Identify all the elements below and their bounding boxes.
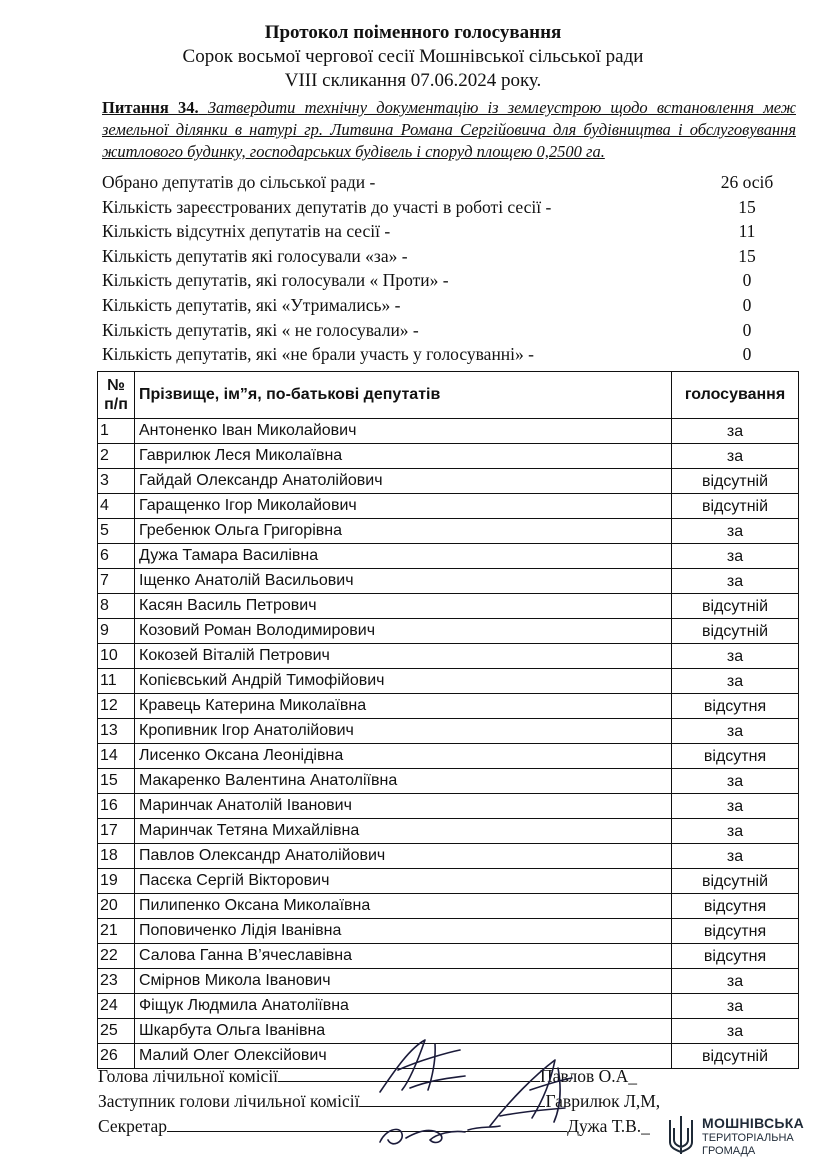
table-row [98, 919, 799, 944]
deputy-number: 1 [98, 419, 135, 444]
column-header-number [98, 372, 135, 419]
deputy-name: Кропивник Ігор Анатолійович [135, 719, 672, 744]
stat-value: 0 [742, 294, 752, 315]
stat-label: Обрано депутатів до сільської ради - [102, 172, 376, 192]
vote-result: за [672, 644, 799, 669]
vote-statistics [102, 170, 802, 367]
stat-row [102, 195, 802, 220]
stat-label: Кількість депутатів, які «Утримались» - [102, 294, 401, 315]
deputy-name: Гаврилюк Л,М, [545, 1091, 661, 1111]
deputy-number: 6 [98, 544, 135, 569]
deputy-name: Антоненко Іван Миколайович [135, 419, 672, 444]
vote-result: за [672, 419, 799, 444]
table-row [98, 994, 799, 1019]
table-row [98, 569, 799, 594]
deputy-number: 24 [98, 994, 135, 1019]
stat-row [102, 244, 802, 269]
deputy-name: Іщенко Анатолій Васильович [135, 569, 672, 594]
deputy-number: 14 [98, 744, 135, 769]
deputy-name: Гаврилюк Леся Миколаївна [135, 444, 672, 469]
table-header-row [98, 372, 799, 419]
table-row [98, 519, 799, 544]
question-label: Питання 34. [102, 98, 199, 117]
table-row [98, 744, 799, 769]
deputy-name: Малий Олег Олексійович [135, 1044, 672, 1069]
deputy-name: Пасєка Сергій Вікторович [135, 869, 672, 894]
vote-result: за [672, 994, 799, 1019]
deputy-number: 12 [98, 694, 135, 719]
deputy-number: 9 [98, 619, 135, 644]
deputy-number: 3 [98, 469, 135, 494]
logo-line3: ГРОМАДА [702, 1145, 756, 1157]
stat-row [102, 268, 802, 293]
deputy-name: Копієвський Андрій Тимофійович [135, 669, 672, 694]
table-row [98, 594, 799, 619]
deputy-number: 15 [98, 769, 135, 794]
deputy-role: Заступник голови лічильної комісії [98, 1091, 360, 1111]
vote-result: відсутня [672, 694, 799, 719]
column-header-name: Прізвище, ім”я, по-батькові депутатів [135, 372, 672, 419]
logo-line2: ТЕРИТОРІАЛЬНА [702, 1132, 794, 1144]
vote-result: за [672, 844, 799, 869]
vote-result: за [672, 544, 799, 569]
deputy-name: Кравець Катерина Миколаївна [135, 694, 672, 719]
deputy-name: Салова Ганна В’ячеславівна [135, 944, 672, 969]
deputy-name: Фіщук Людмила Анатоліївна [135, 994, 672, 1019]
handwritten-signatures [340, 1030, 660, 1160]
column-header-number-line2: п/п [104, 396, 128, 413]
vote-result: відсутня [672, 744, 799, 769]
vote-result: за [672, 669, 799, 694]
table-row [98, 494, 799, 519]
secretary-role: Секретар [98, 1116, 168, 1136]
deputy-name: Макаренко Валентина Анатоліївна [135, 769, 672, 794]
table-row [98, 669, 799, 694]
deputy-name: Козовий Роман Володимирович [135, 619, 672, 644]
deputy-number: 20 [98, 894, 135, 919]
vote-result: за [672, 719, 799, 744]
table-row [98, 769, 799, 794]
deputy-number: 16 [98, 794, 135, 819]
vote-result: відсутня [672, 944, 799, 969]
vote-result: відсутній [672, 619, 799, 644]
deputy-number: 13 [98, 719, 135, 744]
vote-result: відсутня [672, 919, 799, 944]
deputy-name: Лисенко Оксана Леонідівна [135, 744, 672, 769]
deputy-name: Смірнов Микола Іванович [135, 969, 672, 994]
table-row [98, 869, 799, 894]
deputy-name: Касян Василь Петрович [135, 594, 672, 619]
deputy-name: Гайдай Олександр Анатолійович [135, 469, 672, 494]
stat-row [102, 342, 802, 367]
table-row [98, 819, 799, 844]
vote-result: відсутній [672, 594, 799, 619]
vote-result: за [672, 569, 799, 594]
deputy-name: Гребенюк Ольга Григорівна [135, 519, 672, 544]
vote-result: відсутній [672, 869, 799, 894]
community-logo [666, 1112, 816, 1162]
stat-value: 15 [738, 196, 756, 217]
table-row [98, 944, 799, 969]
vote-table [97, 371, 799, 1069]
vote-result: за [672, 519, 799, 544]
stat-label: Кількість депутатів, які голосували « Проти» - [102, 270, 449, 291]
deputy-number: 2 [98, 444, 135, 469]
stat-label: Кількість відсутніх депутатів на сесії - [102, 221, 391, 242]
deputy-number: 19 [98, 869, 135, 894]
stat-value: 26 осіб [720, 172, 774, 192]
table-row [98, 619, 799, 644]
session-subtitle: Сорок восьмої чергової сесії Мошнівської сільської ради [182, 46, 644, 67]
stat-value: 11 [738, 221, 756, 242]
vote-result: відсутній [672, 1044, 799, 1069]
vote-result: за [672, 819, 799, 844]
deputy-name: Маринчак Тетяна Михайлівна [135, 819, 672, 844]
vote-result: відсутній [672, 494, 799, 519]
stat-row [102, 318, 802, 343]
vote-result: відсутня [672, 894, 799, 919]
stat-label: Кількість депутатів які голосували «за» - [102, 245, 408, 266]
deputy-number: 18 [98, 844, 135, 869]
column-header-number-line1: № [107, 377, 125, 394]
table-row [98, 894, 799, 919]
stat-value: 0 [742, 344, 752, 365]
vote-result: за [672, 1019, 799, 1044]
deputy-number: 21 [98, 919, 135, 944]
stat-row [102, 170, 802, 195]
table-row [98, 444, 799, 469]
agenda-question [102, 97, 796, 163]
deputy-number: 25 [98, 1019, 135, 1044]
deputy-number: 17 [98, 819, 135, 844]
table-row [98, 694, 799, 719]
deputy-number: 23 [98, 969, 135, 994]
deputy-number: 22 [98, 944, 135, 969]
deputy-name: Маринчак Анатолій Іванович [135, 794, 672, 819]
column-header-vote: голосування [672, 372, 799, 419]
secretary-name: Дужа Т.В._ [567, 1116, 650, 1136]
stat-label: Кількість депутатів, які «не брали участь у голосуванні» - [102, 344, 534, 365]
deputy-number: 8 [98, 594, 135, 619]
convocation-date: VIII скликання 07.06.2024 року. [284, 70, 542, 91]
deputy-name: Дужа Тамара Василівна [135, 544, 672, 569]
stat-row [102, 219, 802, 244]
protocol-title: Протокол поіменного голосування [264, 22, 562, 43]
deputy-name: Гаращенко Ігор Миколайович [135, 494, 672, 519]
trident-icon [666, 1114, 696, 1158]
table-row [98, 844, 799, 869]
deputy-number: 11 [98, 669, 135, 694]
deputy-number: 26 [98, 1044, 135, 1069]
table-row [98, 644, 799, 669]
deputy-number: 10 [98, 644, 135, 669]
chair-role: Голова лічильної комісії [98, 1066, 279, 1086]
table-row [98, 794, 799, 819]
deputy-name: Кокозей Віталій Петрович [135, 644, 672, 669]
vote-result: за [672, 969, 799, 994]
stat-value: 0 [742, 270, 752, 291]
vote-result: за [672, 769, 799, 794]
stat-value: 15 [738, 245, 756, 266]
deputy-name: Шкарбута Ольга Іванівна [135, 1019, 672, 1044]
table-row [98, 469, 799, 494]
logo-line1: МОШНІВСЬКА [702, 1115, 805, 1131]
chair-name: Павлов О.А_ [540, 1066, 638, 1086]
stat-value: 0 [742, 319, 752, 340]
question-text: Затвердити технічну документацію із землеустрою щодо встановлення меж земельної ділянки в натурі гр. Литвина Романа Сергійовича для будівництва і обслуговування житлового будинку, господарських будівель і споруд площею 0,2500 га. [102, 98, 796, 161]
vote-result: за [672, 444, 799, 469]
stat-row [102, 293, 802, 318]
table-row [98, 719, 799, 744]
vote-result: відсутній [672, 469, 799, 494]
stat-label: Кількість депутатів, які « не голосували» - [102, 319, 419, 340]
table-row [98, 544, 799, 569]
deputy-number: 4 [98, 494, 135, 519]
deputy-name: Павлов Олександр Анатолійович [135, 844, 672, 869]
deputy-name: Поповиченко Лідія Іванівна [135, 919, 672, 944]
table-row [98, 419, 799, 444]
deputy-number: 5 [98, 519, 135, 544]
vote-result: за [672, 794, 799, 819]
stat-label: Кількість зареєстрованих депутатів до участі в роботі сесії - [102, 196, 552, 217]
deputy-number: 7 [98, 569, 135, 594]
deputy-name: Пилипенко Оксана Миколаївна [135, 894, 672, 919]
table-row [98, 969, 799, 994]
